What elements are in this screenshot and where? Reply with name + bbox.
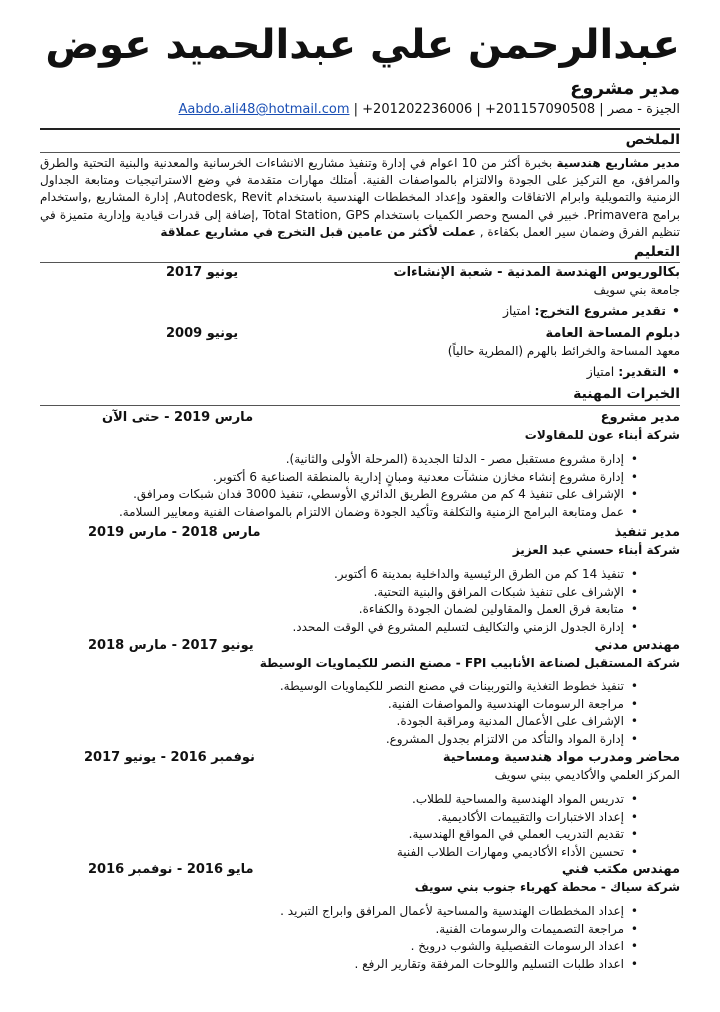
job-date: يونيو 2017 - مارس 2018	[88, 638, 254, 653]
education-divider	[40, 262, 680, 263]
phone-numbers: +201202236006 | +201157090508	[362, 102, 596, 117]
grade-row: •تقدير مشروع التخرج: امتياز	[502, 303, 680, 318]
list-item: • إدارة مشروع مستقبل مصر - الدلتا الجديدة (المرحلة الأولى والثانية).	[40, 451, 624, 469]
job-bullets	[40, 903, 680, 973]
candidate-title: مدير مشروع	[570, 78, 680, 99]
education-institution-row	[40, 283, 680, 301]
job-company-row	[40, 880, 680, 898]
list-item: • الإشراف على تنفيذ 4 كم من مشروع الطريق الدائري الأوسطي، تنفيذ 3000 فدان شبكات ومرافق.	[40, 486, 624, 504]
list-item: • تنفيذ خطوط التغذية والتوربينات في مصنع النصر للكيماويات الوسيطة.	[40, 678, 624, 696]
list-item: • اعداد الرسومات التفصيلية والشوب درويخ .	[40, 938, 624, 956]
institution: معهد المساحة والخرائط بالهرم (المطرية حالياً)	[447, 344, 680, 358]
job-bullets	[40, 451, 680, 521]
job-company: شركة أبناء حسني عبد العزيز	[512, 543, 680, 557]
location: الجيزة - مصر	[607, 102, 680, 117]
list-item: • مراجعة الرسومات الهندسية والمواصفات الفنية.	[40, 696, 624, 714]
education-item	[40, 326, 680, 344]
list-item: • إدارة مشروع إنشاء مخازن منشآت معدنية ومبانٍ إدارية بالمنطقة الصناعية 6 أكتوبر.	[40, 469, 624, 487]
list-item: • تنفيذ 14 كم من الطرق الرئيسية والداخلية بمدينة 6 أكتوبر.	[40, 566, 624, 584]
job-title: مهندس مدني	[594, 638, 680, 653]
header-divider	[40, 128, 680, 130]
job-company: شركة المستقبل لصناعة الأنابيب FPI - مصنع النصر للكيماويات الوسيطة	[259, 656, 680, 670]
job-title: مهندس مكتب فني	[561, 862, 680, 877]
list-item: • اعداد طلبات التسليم واللوحات المرفقة وتقارير الرفع .	[40, 956, 624, 974]
job-company-row	[40, 768, 680, 786]
job-title: مدير تنفيذ	[614, 525, 680, 540]
job-company: شركة أبناء عون للمقاولات	[524, 428, 680, 442]
list-item: • عمل ومتابعة البرامج الزمنية والتكلفة وتأكيد الجودة وضمان الالتزام بالمواصفات الفنية ومعايير السلامة.	[40, 504, 624, 522]
list-item: • إعداد الاختبارات والتقييمات الأكاديمية.	[40, 809, 624, 827]
job-date: مارس 2018 - مارس 2019	[88, 525, 261, 540]
grade-value: امتياز	[502, 303, 535, 318]
job-date: مارس 2019 - حتى الآن	[102, 410, 254, 425]
list-item: • إدارة الجدول الزمني والتكاليف لتسليم المشروع في الوقت المحدد.	[40, 619, 624, 637]
degree-date: يونيو 2009	[166, 326, 239, 341]
job-header	[40, 862, 680, 880]
list-item: • إدارة المواد والتأكد من الالتزام بجدول المشروع.	[40, 731, 624, 749]
job-title: مدير مشروع	[600, 410, 680, 425]
institution: جامعة بني سويف	[593, 283, 680, 297]
list-item: • الإشراف على الأعمال المدنية ومراقبة الجودة.	[40, 713, 624, 731]
summary-heading: الملخص	[625, 132, 680, 148]
summary-lead: مدير مشاريع هندسية	[556, 156, 680, 170]
job-date: مايو 2016 - نوفمبر 2016	[88, 862, 254, 877]
job-header	[40, 525, 680, 543]
grade-label: تقدير مشروع التخرج:	[534, 303, 666, 318]
list-item: • الإشراف على تنفيذ شبكات المرافق والبنية التحتية.	[40, 584, 624, 602]
grade-value: امتياز	[586, 364, 619, 379]
job-title: محاضر ومدرب مواد هندسية ومساحية	[442, 750, 680, 765]
summary-body: بخبرة أكثر من 10 اعوام في إدارة وتنفيذ مشاريع الانشاءات الخرسانية والمعدنية والبنية التحتية والطرق والمرافق، مع التركيز على الجودة والالتزام بالمواصفات الفنية. أمتلك مهارات متقدمة في وضع الاستراتيجيات ومتابعة الجداول الزمنية والتمويلية وابرام الاتفاقات والعقود وإعداد المخططات الهندسية باستخدام Autodesk, Revit, إدارة المشاريع ,واستخدام برامج Primavera. خبير في المسح وحصر الكميات باستخدام Total Station, GPS ,إضافة إلى قدرات قيادية وإدارية متميزة في تنظيم الفرق وضمان سير العمل بكفاءة ,	[40, 156, 681, 239]
list-item: • مراجعة التصميمات والرسومات الفنية.	[40, 921, 624, 939]
job-header	[40, 638, 680, 656]
list-item: • متابعة فرق العمل والمقاولين لضمان الجودة والكفاءة.	[40, 601, 624, 619]
contact-line: الجيزة - مصر | Aabdo.ali48@hotmail.com | +201202236006 | +201157090508	[178, 102, 680, 117]
job-bullets	[40, 566, 680, 636]
summary-text	[40, 155, 680, 241]
job-company-row	[40, 428, 680, 446]
education-item	[40, 265, 680, 283]
job-company: المركز العلمي والأكاديمي ببني سويف	[494, 768, 680, 782]
candidate-name: عبدالرحمن علي عبدالحميد عوض	[45, 22, 680, 68]
grade-label: التقدير:	[618, 364, 666, 379]
list-item: • تقديم التدريب العملي في المواقع الهندسية.	[40, 826, 624, 844]
list-item: • تدريس المواد الهندسية والمساحية للطلاب.	[40, 791, 624, 809]
email-link[interactable]: Aabdo.ali48@hotmail.com	[178, 102, 350, 117]
summary-divider	[40, 152, 680, 153]
job-bullets	[40, 678, 680, 748]
experience-divider	[40, 405, 680, 406]
list-item: • تحسين الأداء الأكاديمي ومهارات الطلاب الفنية	[40, 844, 624, 862]
summary-highlight: عملت لأكثر من عامين قبل التخرج في مشاريع عملاقة	[160, 224, 476, 239]
degree: دبلوم المساحة العامة	[545, 326, 680, 341]
list-item: • إعداد المخططات الهندسية والمساحية لأعمال المرافق وابراج التبريد .	[40, 903, 624, 921]
job-date: نوفمبر 2016 - يونيو 2017	[84, 750, 255, 765]
degree-date: يونيو 2017	[166, 265, 239, 280]
experience-heading: الخبرات المهنية	[573, 386, 680, 402]
job-header	[40, 750, 680, 768]
degree: بكالوريوس الهندسة المدنية - شعبة الإنشاءات	[393, 265, 680, 280]
education-institution-row	[40, 344, 680, 362]
job-bullets	[40, 791, 680, 861]
job-company-row	[40, 543, 680, 561]
job-company-row	[40, 656, 680, 674]
grade-row: •التقدير: امتياز	[586, 364, 680, 379]
job-header	[40, 410, 680, 428]
education-heading: التعليم	[633, 244, 680, 260]
job-company: شركة سياك - محطة كهرباء جنوب بني سويف	[414, 880, 680, 894]
